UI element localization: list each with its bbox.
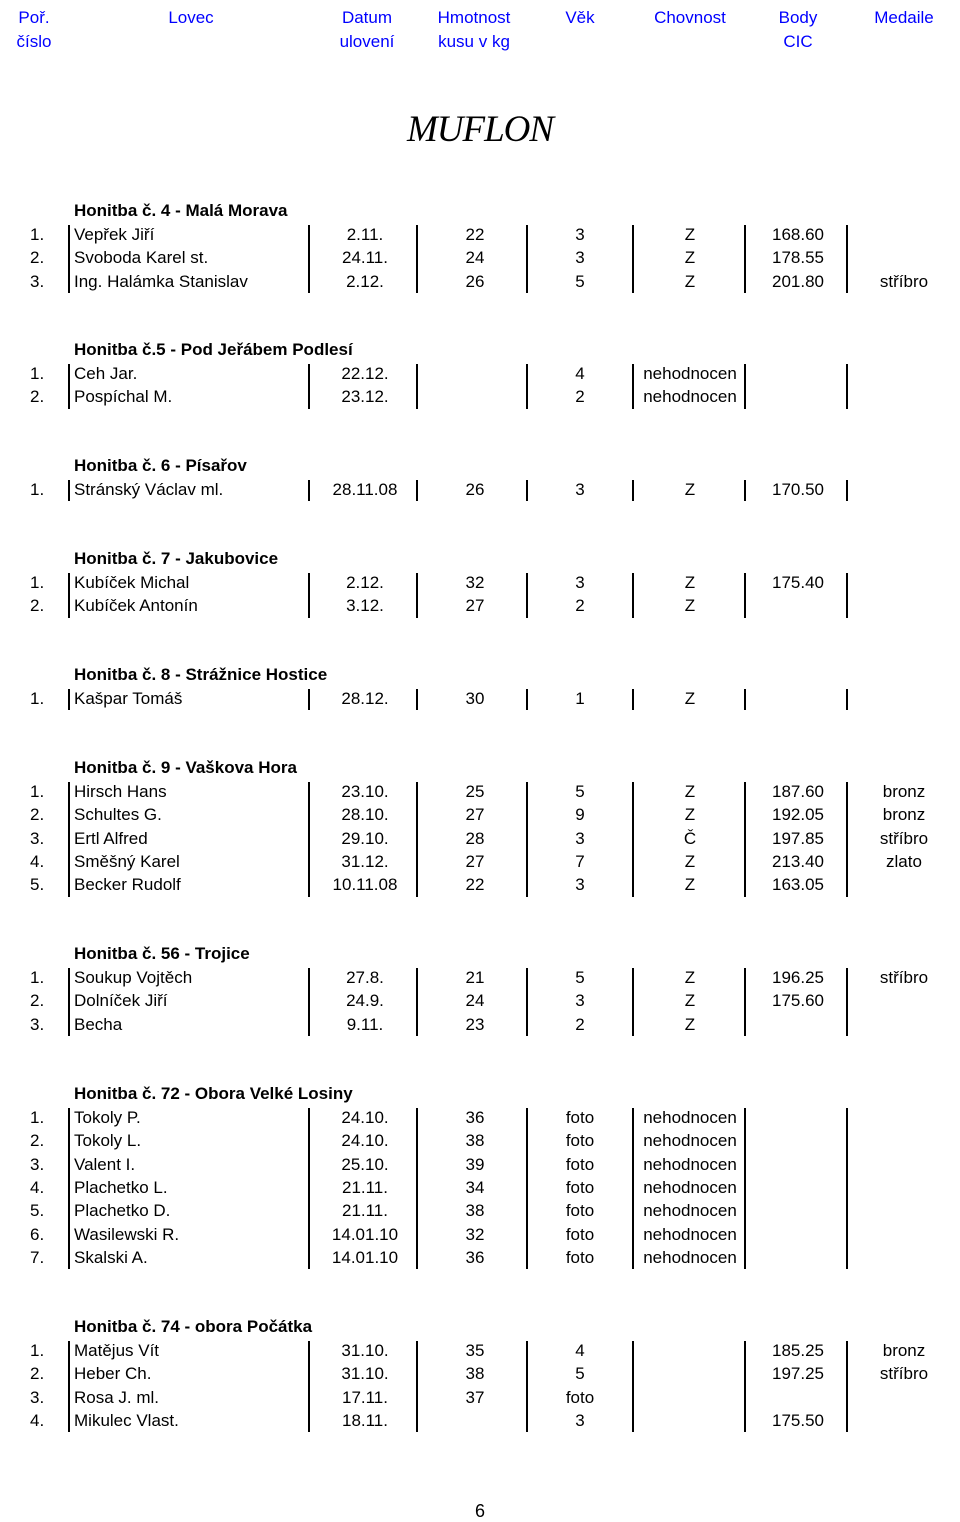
cell-num: 2. [30, 596, 45, 616]
table-row [0, 966, 960, 989]
table-row [0, 223, 960, 246]
cell-age: 5 [575, 1364, 585, 1384]
cell-breeding: nehodnocen [643, 1201, 737, 1221]
cell-name: Mikulec Vlast. [74, 1410, 179, 1430]
cell-date: 2.12. [346, 271, 384, 291]
cell-medal: bronz [882, 1341, 926, 1360]
cell-weight: 38 [465, 1131, 485, 1151]
cell-cic: 196.25 [772, 968, 824, 987]
table-row [0, 594, 960, 617]
cell-date: 27.8. [346, 968, 384, 987]
cell-weight: 35 [465, 1341, 485, 1360]
column-divider [68, 480, 70, 501]
column-divider [632, 225, 634, 293]
cell-weight: 22 [465, 875, 485, 895]
cell-num: 4. [30, 1410, 45, 1430]
header-col-medal: Medaile [874, 8, 934, 27]
cell-age: 5 [575, 782, 585, 801]
cell-name: Matějus Vít [74, 1341, 160, 1360]
cell-date: 18.11. [341, 1410, 388, 1430]
table-row [0, 1106, 960, 1129]
column-divider [416, 1341, 418, 1432]
cell-medal: stříbro [879, 271, 929, 291]
column-divider [744, 364, 746, 409]
table-row [0, 571, 960, 594]
cell-num: 6. [30, 1224, 45, 1244]
cell-weight: 25 [465, 782, 485, 801]
cell-cic: 192.05 [772, 805, 824, 825]
cell-date: 28.11.08 [332, 480, 398, 499]
cell-age: 1 [575, 689, 585, 708]
cell-age: 5 [575, 968, 585, 987]
cell-medal: bronz [882, 805, 926, 825]
cell-age: 7 [575, 851, 585, 871]
column-divider [308, 968, 310, 1036]
column-divider [68, 1341, 70, 1432]
column-divider [526, 480, 528, 501]
cell-name: Směšný Karel [74, 851, 180, 871]
cell-breeding: Z [684, 1014, 696, 1034]
cell-name: Becker Rudolf [74, 875, 181, 895]
column-divider [68, 573, 70, 618]
column-divider [846, 364, 848, 409]
cell-date: 24.11. [341, 248, 388, 268]
cell-weight: 27 [465, 805, 485, 825]
page-title: MUFLON [406, 109, 554, 150]
column-divider [744, 1108, 746, 1269]
column-divider [632, 782, 634, 897]
cell-name: Vepřek Jiří [74, 225, 155, 244]
cell-name: Tokoly L. [74, 1131, 142, 1151]
cell-name: Ceh Jar. [74, 364, 138, 383]
cell-age: 3 [575, 828, 585, 848]
cell-age: 3 [575, 573, 585, 592]
cell-weight: 36 [465, 1108, 485, 1127]
table-row [0, 873, 960, 896]
cell-date: 24.10. [341, 1131, 389, 1151]
cell-num: 3. [30, 1154, 45, 1174]
cell-cic: 185.25 [772, 1341, 824, 1360]
column-divider [744, 573, 746, 618]
cell-breeding: Z [684, 968, 696, 987]
column-divider [416, 782, 418, 897]
cell-age: 2 [575, 387, 585, 407]
cell-age: 3 [575, 480, 585, 499]
cell-breeding: Z [684, 225, 696, 244]
cell-weight: 37 [465, 1387, 485, 1407]
cell-num: 1. [30, 782, 45, 801]
cell-breeding: Z [684, 805, 696, 825]
cell-name: Kubíček Michal [74, 573, 190, 592]
cell-age: foto [565, 1177, 595, 1197]
column-divider [526, 1108, 528, 1269]
cell-medal: stříbro [879, 968, 929, 987]
section-title: Honitba č. 6 - Písařov [74, 456, 247, 475]
cell-name: Tokoly P. [74, 1108, 141, 1127]
cell-date: 2.12. [346, 573, 384, 592]
header-col-hunter: Lovec [168, 8, 214, 27]
column-divider [744, 225, 746, 293]
cell-num: 1. [30, 480, 45, 499]
column-divider [526, 782, 528, 897]
column-divider [846, 968, 848, 1036]
cell-num: 2. [30, 248, 45, 268]
column-divider [68, 968, 70, 1036]
cell-age: foto [565, 1131, 595, 1151]
cell-num: 7. [30, 1247, 45, 1267]
column-divider [308, 782, 310, 897]
cell-num: 5. [30, 1201, 45, 1221]
column-divider [526, 573, 528, 618]
table-row [0, 362, 960, 385]
cell-weight: 28 [465, 828, 485, 848]
cell-num: 3. [30, 271, 45, 291]
cell-num: 2. [30, 805, 45, 825]
cell-num: 3. [30, 1014, 45, 1034]
cell-medal: stříbro [879, 828, 929, 848]
cell-num: 3. [30, 1387, 45, 1407]
cell-date: 28.10. [341, 805, 389, 825]
cell-weight: 38 [465, 1201, 485, 1221]
cell-age: foto [565, 1387, 595, 1407]
column-divider [846, 1341, 848, 1432]
cell-breeding: nehodnocen [643, 364, 737, 383]
cell-breeding: nehodnocen [643, 387, 737, 407]
cell-date: 23.10. [341, 782, 389, 801]
cell-age: 3 [575, 248, 585, 268]
column-divider [632, 364, 634, 409]
cell-breeding: nehodnocen [643, 1131, 737, 1151]
cell-breeding: Z [684, 480, 696, 499]
table-row [0, 827, 960, 850]
section-title: Honitba č. 72 - Obora Velké Losiny [74, 1084, 353, 1103]
cell-weight: 24 [465, 991, 485, 1011]
cell-weight: 24 [465, 248, 485, 268]
cell-weight: 23 [465, 1014, 485, 1034]
cell-date: 21.11. [341, 1177, 388, 1197]
cell-age: 3 [575, 875, 585, 895]
header-col-cic: Body CIC [778, 8, 818, 51]
cell-date: 25.10. [341, 1154, 389, 1174]
column-divider [416, 573, 418, 618]
table-row [0, 1339, 960, 1362]
cell-num: 1. [30, 689, 45, 708]
cell-medal: zlato [886, 851, 922, 871]
column-divider [846, 689, 848, 710]
cell-age: 2 [575, 596, 585, 616]
cell-date: 24.10. [341, 1108, 389, 1127]
cell-cic: 197.85 [772, 828, 824, 848]
table-row [0, 1013, 960, 1036]
cell-age: 4 [575, 364, 585, 383]
column-divider [744, 480, 746, 501]
cell-date: 31.10. [341, 1341, 389, 1360]
column-divider [526, 364, 528, 409]
cell-weight: 32 [465, 1224, 485, 1244]
cell-age: foto [565, 1108, 595, 1127]
table-header [0, 0, 960, 58]
cell-num: 3. [30, 828, 45, 848]
table-row [0, 1362, 960, 1385]
column-divider [68, 225, 70, 293]
cell-weight: 22 [465, 225, 485, 244]
cell-cic: 178.55 [772, 248, 824, 268]
cell-breeding: nehodnocen [643, 1247, 737, 1267]
column-divider [526, 1341, 528, 1432]
table-row [0, 1223, 960, 1246]
cell-cic: 175.40 [772, 573, 824, 592]
cell-weight: 38 [465, 1364, 485, 1384]
cell-age: 5 [575, 271, 585, 291]
cell-name: Plachetko D. [74, 1201, 171, 1221]
cell-age: foto [565, 1247, 595, 1267]
table-row [0, 1176, 960, 1199]
column-divider [308, 573, 310, 618]
cell-name: Plachetko L. [74, 1177, 168, 1197]
cell-medal: bronz [882, 782, 926, 801]
cell-date: 14.01.10 [331, 1247, 399, 1267]
cell-date: 2.11. [346, 225, 384, 244]
table-row [0, 1153, 960, 1176]
column-divider [68, 1108, 70, 1269]
cell-name: Svoboda Karel st. [74, 248, 209, 268]
column-divider [308, 480, 310, 501]
cell-name: Ing. Halámka Stanislav [74, 271, 248, 291]
header-col-breeding: Chovnost [654, 8, 726, 27]
cell-name: Becha [74, 1014, 123, 1034]
cell-date: 9.11. [346, 1014, 384, 1034]
cell-breeding: Č [683, 828, 697, 848]
cell-num: 4. [30, 851, 45, 871]
column-divider [68, 364, 70, 409]
table-row [0, 850, 960, 873]
cell-breeding: nehodnocen [643, 1177, 737, 1197]
table-row [0, 989, 960, 1012]
cell-date: 31.10. [341, 1364, 389, 1384]
cell-num: 1. [30, 364, 45, 383]
header-col-weight: Hmotnost kusu v kg [437, 8, 511, 51]
cell-age: 3 [575, 225, 585, 244]
cell-weight: 27 [465, 851, 485, 871]
column-divider [416, 480, 418, 501]
column-divider [68, 782, 70, 897]
table-row [0, 385, 960, 408]
cell-date: 29.10. [341, 828, 389, 848]
table-row [0, 780, 960, 803]
cell-weight: 26 [465, 480, 485, 499]
column-divider [744, 1341, 746, 1432]
cell-num: 2. [30, 991, 45, 1011]
table-row [0, 1246, 960, 1269]
cell-date: 10.11.08 [332, 875, 398, 895]
cell-weight: 26 [465, 271, 485, 291]
cell-name: Schultes G. [74, 805, 162, 825]
cell-breeding: nehodnocen [643, 1224, 737, 1244]
cell-name: Ertl Alfred [74, 828, 148, 848]
cell-name: Stránský Václav ml. [74, 480, 224, 499]
cell-cic: 197.25 [772, 1364, 824, 1384]
cell-num: 2. [30, 1131, 45, 1151]
table-row [0, 1409, 960, 1432]
cell-age: foto [565, 1201, 595, 1221]
header-col-age: Věk [565, 8, 595, 27]
cell-name: Kašpar Tomáš [74, 689, 183, 708]
column-divider [416, 1108, 418, 1269]
cell-num: 5. [30, 875, 45, 895]
cell-weight: 34 [465, 1177, 485, 1197]
table-row [0, 1129, 960, 1152]
cell-name: Heber Ch. [74, 1364, 152, 1384]
cell-name: Pospíchal M. [74, 387, 173, 407]
column-divider [846, 782, 848, 897]
cell-breeding: Z [684, 596, 696, 616]
column-divider [846, 480, 848, 501]
header-col-number: Poř. číslo [16, 8, 52, 51]
cell-date: 31.12. [341, 851, 389, 871]
cell-weight: 36 [465, 1247, 485, 1267]
table-row [0, 478, 960, 501]
section-title: Honitba č. 7 - Jakubovice [74, 549, 279, 568]
column-divider [308, 364, 310, 409]
column-divider [526, 225, 528, 293]
cell-weight: 32 [465, 573, 485, 592]
cell-cic: 175.60 [772, 991, 824, 1011]
cell-breeding: nehodnocen [643, 1154, 737, 1174]
cell-name: Skalski A. [74, 1247, 148, 1267]
cell-weight: 21 [465, 968, 485, 987]
cell-breeding: Z [684, 271, 696, 291]
page-number: 6 [474, 1501, 485, 1521]
cell-date: 3.12. [346, 596, 384, 616]
table-row [0, 1386, 960, 1409]
cell-date: 24.9. [346, 991, 384, 1011]
cell-cic: 175.50 [772, 1410, 824, 1430]
section-title: Honitba č. 9 - Vaškova Hora [74, 758, 297, 777]
table-row [0, 687, 960, 710]
cell-name: Kubíček Antonín [74, 596, 198, 616]
cell-num: 4. [30, 1177, 45, 1197]
cell-cic: 187.60 [772, 782, 824, 801]
section-title: Honitba č. 56 - Trojice [74, 944, 250, 963]
cell-date: 28.12. [341, 689, 389, 708]
cell-name: Hirsch Hans [74, 782, 167, 801]
column-divider [632, 968, 634, 1036]
cell-cic: 163.05 [772, 875, 824, 895]
column-divider [846, 573, 848, 618]
cell-cic: 213.40 [772, 851, 824, 871]
cell-num: 2. [30, 1364, 45, 1384]
column-divider [744, 689, 746, 710]
column-divider [846, 1108, 848, 1269]
section-title: Honitba č. 8 - Strážnice Hostice [74, 665, 328, 684]
table-row [0, 1199, 960, 1222]
cell-breeding: nehodnocen [643, 1108, 737, 1127]
column-divider [526, 968, 528, 1036]
cell-age: foto [565, 1154, 595, 1174]
table-row [0, 246, 960, 269]
column-divider [416, 364, 418, 409]
column-divider [416, 225, 418, 293]
cell-num: 1. [30, 1341, 45, 1360]
cell-date: 22.12. [341, 364, 389, 383]
column-divider [632, 573, 634, 618]
header-col-date: Datum ulovení [339, 8, 395, 51]
cell-age: 3 [575, 1410, 585, 1430]
column-divider [744, 968, 746, 1036]
cell-date: 23.12. [341, 387, 389, 407]
cell-weight: 27 [465, 596, 485, 616]
cell-num: 2. [30, 387, 45, 407]
cell-cic: 201.80 [772, 271, 824, 291]
column-divider [416, 968, 418, 1036]
cell-breeding: Z [684, 851, 696, 871]
column-divider [68, 689, 70, 710]
column-divider [526, 689, 528, 710]
cell-num: 1. [30, 225, 45, 244]
table-row [0, 270, 960, 293]
section-title: Honitba č.5 - Pod Jeřábem Podlesí [74, 340, 353, 359]
column-divider [632, 689, 634, 710]
cell-date: 14.01.10 [331, 1224, 399, 1244]
column-divider [308, 1108, 310, 1269]
cell-breeding: Z [684, 875, 696, 895]
cell-weight: 30 [465, 689, 485, 708]
cell-breeding: Z [684, 991, 696, 1011]
cell-name: Soukup Vojtěch [74, 968, 193, 987]
column-divider [632, 1108, 634, 1269]
cell-age: 9 [575, 805, 585, 825]
column-divider [744, 782, 746, 897]
cell-num: 1. [30, 968, 45, 987]
cell-age: 4 [575, 1341, 585, 1360]
cell-age: 2 [575, 1014, 585, 1034]
cell-age: foto [565, 1224, 595, 1244]
cell-name: Dolníček Jiří [74, 991, 168, 1011]
column-divider [308, 225, 310, 293]
cell-breeding: Z [684, 573, 696, 592]
cell-name: Rosa J. ml. [74, 1387, 160, 1407]
cell-breeding: Z [684, 248, 696, 268]
cell-date: 21.11. [341, 1201, 388, 1221]
cell-breeding: Z [684, 782, 696, 801]
cell-name: Wasilewski R. [74, 1224, 180, 1244]
column-divider [846, 225, 848, 293]
section-title: Honitba č. 74 - obora Počátka [74, 1317, 313, 1336]
cell-cic: 168.60 [772, 225, 824, 244]
cell-num: 1. [30, 1108, 45, 1127]
cell-age: 3 [575, 991, 585, 1011]
section-title: Honitba č. 4 - Malá Morava [74, 201, 288, 220]
column-divider [308, 689, 310, 710]
cell-breeding: Z [684, 689, 696, 708]
cell-weight: 39 [465, 1154, 485, 1174]
cell-cic: 170.50 [772, 480, 824, 499]
column-divider [632, 480, 634, 501]
cell-name: Valent I. [74, 1154, 136, 1174]
column-divider [308, 1341, 310, 1432]
table-row [0, 803, 960, 826]
column-divider [632, 1341, 634, 1432]
column-divider [416, 689, 418, 710]
cell-medal: stříbro [879, 1364, 929, 1384]
cell-date: 17.11. [341, 1387, 388, 1407]
cell-num: 1. [30, 573, 45, 592]
